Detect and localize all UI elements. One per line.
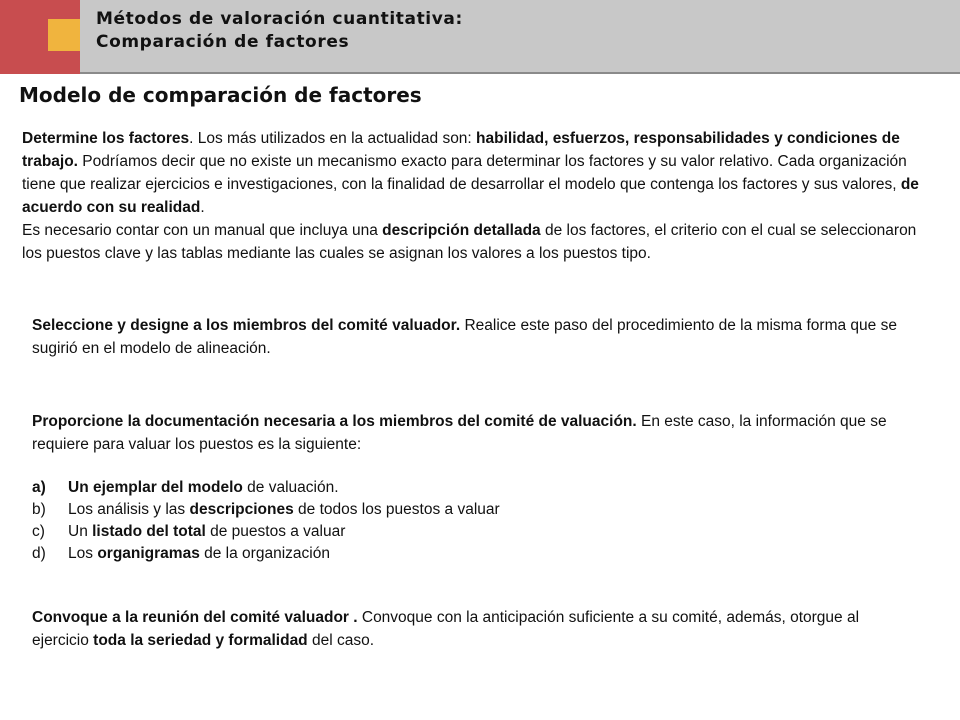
p3-bold-1: Proporcione la documentación necesaria a los miembros del comité de valuación.	[32, 413, 637, 430]
paragraph-meeting	[32, 606, 912, 652]
p4-text-2: del caso.	[307, 632, 375, 649]
list-item-text: Un listado del total de puestos a valuar	[68, 523, 346, 540]
p4-bold-1: Convoque a la reunión del comité valuador .	[32, 609, 358, 626]
p1-bold-1: Determine los factores	[22, 130, 190, 147]
p1-text-1: . Los más utilizados en la actualidad son:	[189, 130, 477, 147]
header-title	[96, 8, 463, 54]
list-item	[32, 477, 500, 499]
p1-text-2: Podríamos decir que no existe un mecanismo exacto para determinar los factores y su valor relativo. Cada organización tiene que realizar ejercicios e investigaciones, con la finalidad de desarrollar el modelo que contenga los factores y sus valores,	[22, 153, 907, 193]
list-item	[32, 521, 500, 543]
p4-bold-2: toda la seriedad y formalidad	[93, 632, 308, 649]
p1-bold-3: de acuerdo con su realidad	[22, 176, 919, 216]
paragraph-documentation	[32, 410, 912, 456]
list-item	[32, 543, 500, 565]
p2-bold-1: Seleccione y designe a los miembros del comité valuador.	[32, 317, 461, 334]
p4-text-1: Convoque con la anticipación suficiente a su comité, además, otorgue al ejercicio	[32, 609, 860, 649]
list-item	[32, 499, 500, 521]
list-item-text: Los organigramas de la organización	[68, 545, 330, 562]
header-title-line2: Comparación de factores	[96, 32, 350, 52]
list-marker: d)	[32, 545, 46, 562]
p3-text-1: En este caso, la información que se requiere para valuar los puestos es la siguiente:	[32, 413, 887, 453]
list-item-text: Un ejemplar del modelo de valuación.	[68, 479, 339, 496]
p2-text-1: Realice este paso del procedimiento de la misma forma que se sugirió en el modelo de alineación.	[32, 317, 897, 357]
list-item-text: Los análisis y las descripciones de todos los puestos a valuar	[68, 501, 500, 518]
p1-bold-4: descripción detallada	[382, 222, 541, 239]
page-title: Modelo de comparación de factores	[19, 83, 422, 107]
list-marker: c)	[32, 523, 45, 540]
header-title-line1: Métodos de valoración cuantitativa:	[96, 9, 463, 29]
p1-text-5: de los factores, el criterio con el cual se seleccionaron los puestos clave y las tablas mediante las cuales se asignan los valores a los puestos tipo.	[22, 222, 917, 262]
p1-text-4: Es necesario contar con un manual que incluya una	[22, 222, 383, 239]
list-marker: b)	[32, 501, 46, 518]
paragraph-factors	[22, 127, 934, 265]
list-marker: a)	[32, 479, 46, 496]
documentation-list	[32, 477, 500, 565]
paragraph-committee	[32, 314, 912, 360]
p1-text-3: .	[200, 199, 205, 216]
header-gold-square	[48, 19, 80, 51]
p1-bold-2: habilidad, esfuerzos, responsabilidades y condiciones de trabajo.	[22, 130, 900, 170]
